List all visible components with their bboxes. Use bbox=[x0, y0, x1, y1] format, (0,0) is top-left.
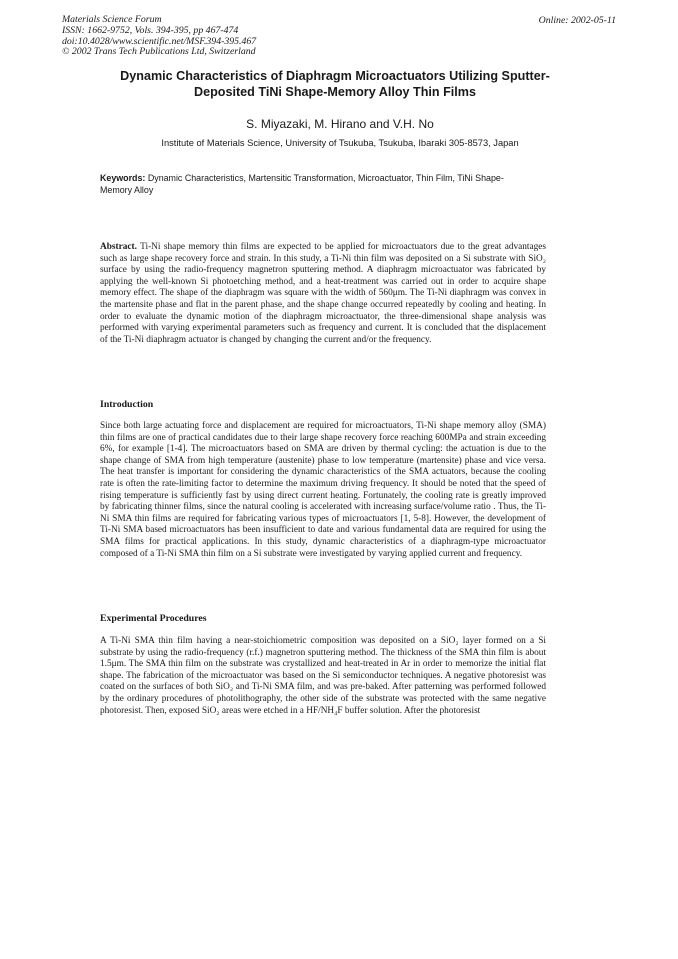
online-date: Online: 2002-05-11 bbox=[538, 15, 616, 26]
doi-link[interactable]: doi:10.4028/www.scientific.net/MSF.394-395.467 bbox=[62, 35, 257, 47]
authors: S. Miyazaki, M. Hirano and V.H. No bbox=[246, 117, 434, 131]
keywords-text: Dynamic Characteristics, Martensitic Transformation, Microactuator, Thin Film, TiNi Shape-Memory Alloy bbox=[100, 173, 504, 195]
issn-line: ISSN: 1662-9752, Vols. 394-395, pp 467-474 bbox=[62, 24, 239, 36]
journal-name: Materials Science Forum bbox=[62, 14, 162, 25]
experimental-text: A Ti-Ni SMA thin film having a near-stoichiometric composition was deposited on a SiO₂ layer formed on a Si substrate by using the radio-frequency (r.f.) magnetron sputtering method. The thickness of the SMA thin film is about 1.5μm. The SMA thin film on the substrate was crystallized and heat-treated in Ar in order to memorize the initial flat shape. The fabrication of the microactuator was based on the Si semiconductor techniques. A negative photoresist was coated on the surfaces of both SiO₂ and Ti-Ni SMA film, and was pre-baked. After patterning was performed followed by the ordinary procedures of photolithography, the other side of the substrate was protected with the same negative photoresist. Then, exposed SiO₂ areas were etched in a HF/NH₄F buffer solution. After the photoresist bbox=[100, 636, 546, 716]
abstract-text: Ti-Ni shape memory thin films are expected to be applied for microactuators due to the great advantages such as large shape recovery force and strain. In this study, a Ti-Ni thin film was deposited on a Si substrate with SiO₂ surface by using the radio-frequency magnetron sputtering method. A diaphragm microactuator was fabricated by applying the well-known Si photoetching method, and a heat-treatment was carried out in order to acquire shape memory effect. The shape of the diaphragm was square with the width of 560μm. The Ti-Ni diaphragm was convex in the martensite phase and flat in the parent phase, and the shape change occurred repeatedly by cooling and heating. In order to evaluate the dynamic motion of the diaphragm microactuator, the three-dimensional shape analysis was performed with varying experimental parameters such as frequency and current. It is concluded that the displacement of the Ti-Ni diaphragm actuator is changed by changing the current and/or the frequency. bbox=[100, 242, 547, 345]
keywords bbox=[100, 172, 520, 196]
copyright-line: © 2002 Trans Tech Publications Ltd, Switzerland bbox=[62, 46, 256, 58]
affiliation: Institute of Materials Science, University of Tsukuba, Tsukuba, Ibaraki 305-8573, Japan bbox=[161, 138, 519, 148]
introduction-heading: Introduction bbox=[100, 399, 154, 410]
abstract bbox=[100, 242, 546, 346]
introduction-text: Since both large actuating force and displacement are required for microactuators, Ti-Ni shape memory alloy (SMA) thin films are one of practical candidates due to their large shape recovery force reaching 600MPa and strain exceeding 6%, for example [1-4]. The microactuators based on SMA are driven by thermal cycling: the actuation is due to the shape change of SMA from high temperature (austenite) phase to low temperature (martensite) phase and vice versa. The heat transfer is important for considering the dynamic characteristics of the SMA actuators, because the cooling rate is often the rate-limiting factor to determine the maximum driving frequency. It should be noted that the speed of rising temperature is sufficiently fast by using direct current heating. Fortunately, the cooling rate is greatly improved by fabricating thinner films, since the natural cooling is accelerated with increasing surface/volume ratio . Thus, the Ti-Ni SMA thin films are required for fabricating various types of microactuators [1, 5-8]. However, the development of Ti-Ni SMA based microactuators has been insufficient to date and various fundamental data are required for using the SMA films for practical applications. In this study, dynamic characteristics of a diaphragm-type microactuator composed of a Ti-Ni SMA thin film on a Si substrate were investigated by varying applied current and frequency. bbox=[100, 421, 546, 559]
experimental-heading: Experimental Procedures bbox=[100, 613, 207, 624]
abstract-label: Abstract. bbox=[100, 242, 137, 252]
paper-title: Dynamic Characteristics of Diaphragm Microactuators Utilizing Sputter-Deposited TiNi Shape-Memory Alloy Thin Films bbox=[120, 69, 550, 99]
keywords-label: Keywords: bbox=[100, 173, 146, 183]
